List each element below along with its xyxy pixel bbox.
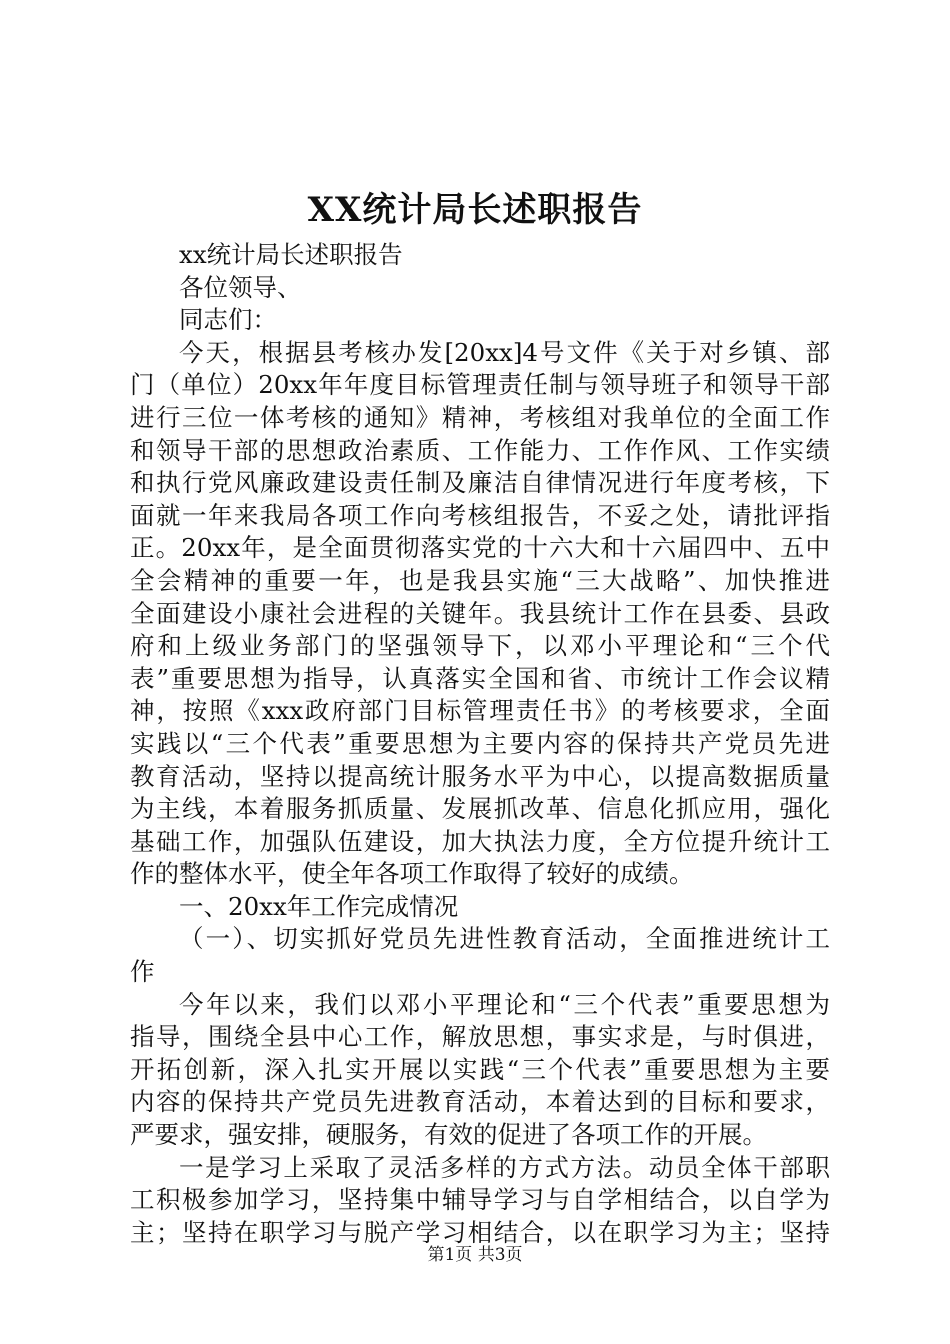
body-line: 和领导干部的思想政治素质、工作能力、工作作风、工作实绩 (130, 435, 830, 465)
body-line: 工积极参加学习，坚持集中辅导学习与自学相结合，以自学为 (130, 1185, 830, 1215)
body-line: 教育活动，坚持以提高统计服务水平为中心，以提高数据质量 (130, 761, 830, 791)
document-body (130, 239, 830, 1249)
body-line: （一）、切实抓好党员先进性教育活动，全面推进统计工 (179, 924, 830, 954)
body-line: 进行三位一体考核的通知》精神，考核组对我单位的全面工作 (130, 402, 830, 432)
body-line: 全面建设小康社会进程的关键年。我县统计工作在县委、县政 (130, 598, 830, 628)
body-line: 同志们： (179, 305, 277, 335)
body-line: 门（单位）20xx年年度目标管理责任制与领导班子和领导干部 (130, 370, 830, 400)
page-footer: 第1页 共3页 (427, 1245, 523, 1265)
body-line: 实践以“三个代表”重要思想为主要内容的保持共产党员先进 (130, 728, 830, 758)
body-line: 基础工作，加强队伍建设，加大执法力度，全方位提升统计工 (130, 826, 830, 856)
body-line: 指导，围绕全县中心工作，解放思想，事实求是，与时俱进， (130, 1022, 830, 1052)
body-line: 各位领导、 (179, 272, 302, 302)
body-line: 全会精神的重要一年，也是我县实施“三大战略”、加快推进 (130, 565, 830, 595)
body-line: 今年以来，我们以邓小平理论和“三个代表”重要思想为 (179, 989, 830, 1019)
body-line: 作 (130, 957, 155, 987)
body-line: 神，按照《xxx政府部门目标管理责任书》的考核要求，全面 (130, 696, 830, 726)
body-line: 面就一年来我局各项工作向考核组报告，不妥之处，请批评指 (130, 500, 830, 530)
body-line: 开拓创新，深入扎实开展以实践“三个代表”重要思想为主要 (130, 1054, 830, 1084)
body-line: 为主线，本着服务抓质量、发展抓改革、信息化抓应用，强化 (130, 794, 830, 824)
body-line: 内容的保持共产党员先进教育活动，本着达到的目标和要求， (130, 1087, 830, 1117)
body-line: 一是学习上采取了灵活多样的方式方法。动员全体干部职 (179, 1152, 830, 1182)
body-line: 严要求，强安排，硬服务，有效的促进了各项工作的开展。 (130, 1120, 767, 1150)
body-line: xx统计局长述职报告 (179, 240, 403, 269)
body-line: 主；坚持在职学习与脱产学习相结合，以在职学习为主；坚持 (130, 1217, 830, 1247)
body-line: 表”重要思想为指导，认真落实全国和省、市统计工作会议精 (130, 663, 830, 693)
body-line: 正。20xx年，是全面贯彻落实党的十六大和十六届四中、五中 (130, 533, 830, 563)
body-line: 一、20xx年工作完成情况 (179, 891, 459, 921)
body-line: 和执行党风廉政建设责任制及廉洁自律情况进行年度考核，下 (130, 468, 830, 498)
document-title: XX统计局长述职报告 (307, 190, 643, 230)
body-line: 府和上级业务部门的坚强领导下，以邓小平理论和“三个代 (130, 631, 830, 661)
body-line: 今天，根据县考核办发[20xx]4号文件《关于对乡镇、部 (179, 337, 830, 367)
body-line: 作的整体水平，使全年各项工作取得了较好的成绩。 (130, 859, 694, 889)
